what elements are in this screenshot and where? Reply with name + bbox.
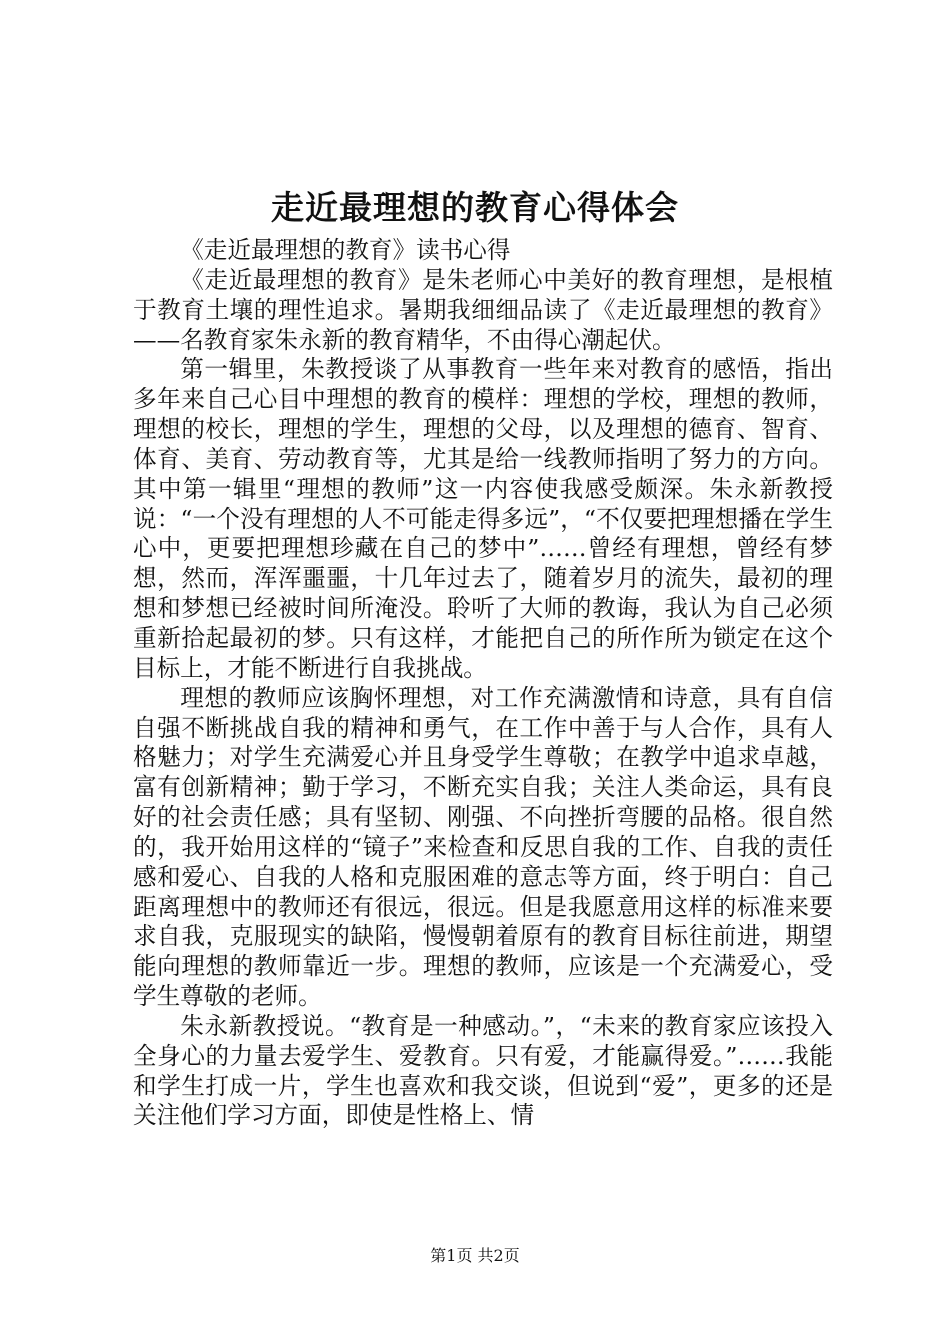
page-number: 第1页 共2页 (430, 1246, 520, 1265)
document-body (133, 236, 833, 1131)
paragraph-first-section: 第一辑里，朱教授谈了从事教育一些年来对教育的感悟，指出多年来自己心目中理想的教育的模样：理想的学校，理想的教师，理想的校长，理想的学生，理想的父母，以及理想的德育、智育、体育、美育、劳动教育等，尤其是给一线教师指明了努力的方向。其中第一辑里“理想的教师”这一内容使我感受颇深。朱永新教授说：“一个没有理想的人不可能走得多远”，“不仅要把理想播在学生心中，更要把理想珍藏在自己的梦中”……曾经有理想，曾经有梦想，然而，浑浑噩噩，十几年过去了，随着岁月的流失，最初的理想和梦想已经被时间所淹没。聆听了大师的教诲，我认为自己必须重新拾起最初的梦。只有这样，才能把自己的所作所为锁定在这个目标上，才能不断进行自我挑战。 (133, 355, 833, 682)
paragraph-ideal-teacher: 理想的教师应该胸怀理想，对工作充满激情和诗意，具有自信自强不断挑战自我的精神和勇气，在工作中善于与人合作，具有人格魅力；对学生充满爱心并且身受学生尊敬；在教学中追求卓越，富有创新精神；勤于学习，不断充实自我；关注人类命运，具有良好的社会责任感；具有坚韧、刚强、不向挫折弯腰的品格。很自然的，我开始用这样的“镜子”来检查和反思自我的工作、自我的责任感和爱心、自我的人格和克服困难的意志等方面，终于明白：自己距离理想中的教师还有很远，很远。但是我愿意用这样的标准来要求自我，克服现实的缺陷，慢慢朝着原有的教育目标往前进，期望能向理想的教师靠近一步。理想的教师，应该是一个充满爱心，受学生尊敬的老师。 (133, 683, 833, 1011)
document-title: 走近最理想的教育心得体会 (271, 188, 679, 227)
paragraph-education-love: 朱永新教授说。“教育是一种感动。”，“未来的教育家应该投入全身心的力量去爱学生、爱教育。只有爱，才能赢得爱。”……我能和学生打成一片，学生也喜欢和我交谈，但说到“爱”，更多的还是关注他们学习方面，即使是性格上、情 (133, 1011, 833, 1130)
paragraph-subtitle: 《走近最理想的教育》读书心得 (180, 236, 511, 264)
paragraph-intro: 《走近最理想的教育》是朱老师心中美好的教育理想，是根植于教育土壤的理性追求。暑期我细细品读了《走近最理想的教育》——名教育家朱永新的教育精华，不由得心潮起伏。 (133, 265, 833, 354)
